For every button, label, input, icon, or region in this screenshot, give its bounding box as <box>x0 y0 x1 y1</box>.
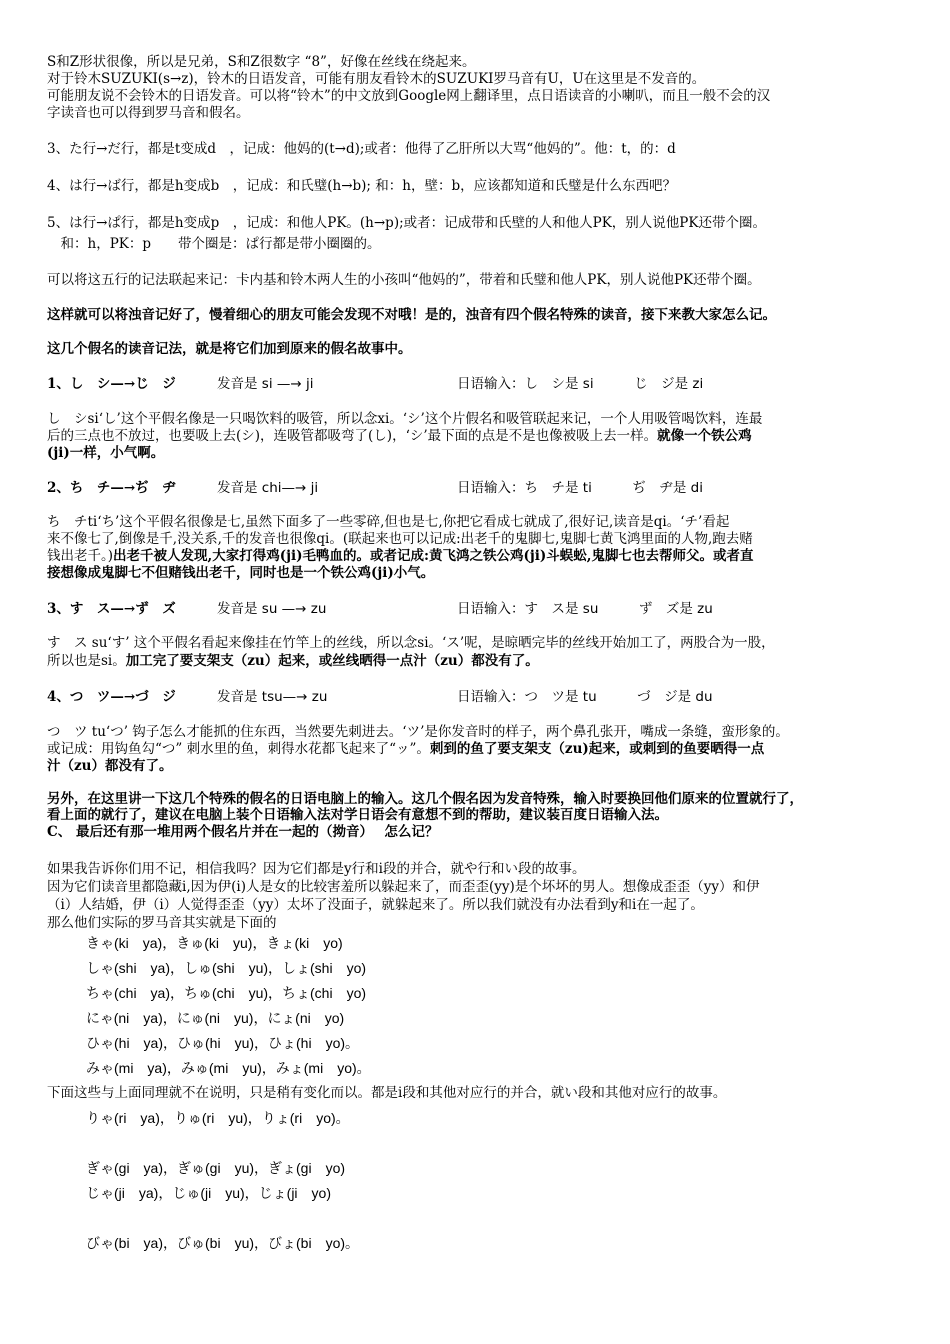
item-1-kana: 1、し シ—→じ ジ <box>47 376 176 392</box>
item-2-line-1: ち チti‘ち’这个平假名很像是七,虽然下面多了一些零碎,但也是七,你把它看成七就成了,很好记,读音是qi。‘チ’看起 <box>47 514 730 530</box>
item-3-line-1: す ス su‘す’ 这个平假名看起来像挂在竹竿上的丝线，所以念si。‘ス’呢，是晾晒完毕的丝线开始加工了，两股合为一股， <box>47 635 775 651</box>
youon-intro-4: 那么他们实际的罗马音其实就是下面的 <box>47 915 277 931</box>
item-1-line-3: (ji)一样，小气啊。 <box>47 445 165 461</box>
intro-line-2: 对于铃木SUZUKI(s→z)，铃木的日语发音，可能有朋友看铃木的SUZUKI罗马音有U，U在这里是不发音的。 <box>47 71 706 87</box>
intro-line-4: 字读音也可以得到罗马音和假名。 <box>47 105 250 121</box>
rule-ha-pa: 5、は行→ぱ行，都是h变成p ，记成：和他人PK。(h→p);或者：记成带和氏壁的人和他人PK，别人说他PK还带个圈。 <box>47 215 766 231</box>
intro-line-3: 可能朋友说不会铃木的日语发音。可以将“铃木”的中文放到Google网上翻译里，点日语读音的小喇叭，而且一般不会的汉 <box>47 88 771 104</box>
item-2-line-2: 来不像七了,倒像是千,没关系,千的发音也很像qi。(联起来也可以记成:出老千的鬼脚七,鬼脚七黄飞鸿里面的人物,跑去赌 <box>47 531 753 547</box>
item-4-input: 日语输入：つ ツ是 tu づ ジ是 du <box>457 689 713 705</box>
item-4-line-1: つ ツ tu‘つ’ 钩子怎么才能抓的住东西，当然要先刺进去。‘ツ’是你发音时的样子，两个鼻孔张开，嘴成一条缝，蛮形象的。 <box>47 724 789 740</box>
item-1-header <box>47 376 915 392</box>
youon-intro-3: （i）人结婚，伊（i）人觉得歪歪（yy）太坏了没面子，就躲起来了。所以我们就没有办法看到y和i在一起了。 <box>47 897 704 913</box>
youon-row-ki: きゃ(ki ya)，きゅ(ki yu)，きょ(ki yo) <box>86 935 343 951</box>
item-2-line-4: 接想像成鬼脚七不但赌钱出老千，同时也是一个铁公鸡(ji)小气。 <box>47 565 435 581</box>
youon-row-bi: びゃ(bi ya)，びゅ(bi yu)，びょ(bi yo)。 <box>86 1235 360 1251</box>
youon-row-ni: にゃ(ni ya)，にゅ(ni yu)，にょ(ni yo) <box>86 1010 345 1026</box>
bold-intro-2: 这几个假名的读音记法，就是将它们加到原来的假名故事中。 <box>47 341 412 357</box>
intro-line-1: S和Z形状很像，所以是兄弟，S和Z很数字 “8”，好像在丝线在绕起来。 <box>47 54 476 70</box>
item-1-sound: 发音是 si —→ ji <box>217 376 314 392</box>
youon-row-ri: りゃ(ri ya)，りゅ(ri yu)，りょ(ri yo)。 <box>86 1110 350 1126</box>
rule-ta-da: 3、た行→だ行，都是t变成d ，记成：他妈的(t→d);或者：他得了乙肝所以大骂“他妈的”。他：t，的：d <box>47 141 676 157</box>
item-3-sound: 发音是 su —→ zu <box>217 601 327 617</box>
item-3-kana: 3、す ス—→ず ズ <box>47 601 176 617</box>
item-1-input: 日语输入：し シ是 si じ ジ是 zi <box>457 376 704 392</box>
item-2-input: 日语输入：ち チ是 ti ぢ ヂ是 di <box>457 480 703 496</box>
item-2-header <box>47 480 915 496</box>
item-4-sound: 发音是 tsu—→ zu <box>217 689 328 705</box>
youon-intro-2: 因为它们读音里都隐藏i,因为伊(i)人是女的比较害羞所以躲起来了，而歪歪(yy)是个坏坏的男人。想像成歪歪（yy）和伊 <box>47 879 760 895</box>
item-2-kana: 2、ち チ—→ぢ ヂ <box>47 480 176 496</box>
youon-note: 下面这些与上面同理就不在说明，只是稍有变化而以。都是i段和其他对应行的并合，就い段和其他对应行的故事。 <box>47 1085 727 1101</box>
item-4-kana: 4、つ ツ—→づ ジ <box>47 689 176 705</box>
item-2-line-3: 钱出老千。)出老千被人发现,大家打得鸡(ji)毛鸭血的。或者记成:黄飞鸿之铁公鸡(ji)斗蜈蚣,鬼脚七也去帮师父。或者直 <box>47 548 754 564</box>
item-4-line-2: 或记成：用钩鱼勾“つ” 刺水里的鱼，刺得水花都飞起来了“ッ”。刺到的鱼了要支架支（zu)起来，或刺到的鱼要晒得一点 <box>47 741 765 757</box>
youon-row-ji: じゃ(ji ya)，じゅ(ji yu)，じょ(ji yo) <box>86 1185 331 1201</box>
ime-note-1: 另外，在这里讲一下这几个特殊的假名的日语电脑上的输入。这几个假名因为发音特殊，输入时要换回他们原来的位置就行了， <box>47 791 803 807</box>
item-1-line-1: し シsi‘し’这个平假名像是一只喝饮料的吸管，所以念xi。‘シ’这个片假名和吸管联起来记，一个人用吸管喝饮料，连最 <box>47 411 763 427</box>
youon-row-hi: ひゃ(hi ya)，ひゅ(hi yu)，ひょ(hi yo)。 <box>86 1035 360 1051</box>
bold-intro-1: 这样就可以将浊音记好了，慢着细心的朋友可能会发现不对哦！是的，浊音有四个假名特殊的读音，接下来教大家怎么记。 <box>47 307 776 323</box>
item-1-line-2: 后的三点也不放过，也要吸上去(シ)，连吸管都吸弯了(し)，‘シ’最下面的点是不是也像被吸上去一样。就像一个铁公鸡 <box>47 428 752 444</box>
item-4-line-3: 汁（zu）都没有了。 <box>47 758 173 774</box>
youon-intro-1: 如果我告诉你们用不记，相信我吗？因为它们都是y行和i段的并合，就や行和い段的故事。 <box>47 861 586 877</box>
summary-line: 可以将这五行的记法联起来记：卡内基和铃木两人生的小孩叫“他妈的”，带着和氏璧和他人PK，别人说他PK还带个圈。 <box>47 272 761 288</box>
item-3-line-2: 所以也是si。加工完了要支架支（zu）起来，或丝线晒得一点汁（zu）都没有了。 <box>47 653 539 669</box>
rule-ha-pa-note: 和：h，PK：p 带个圈是：ぱ行都是带小圈圈的。 <box>47 236 381 252</box>
item-2-sound: 发音是 chi—→ ji <box>217 480 319 496</box>
ime-note-2: 看上面的就行了，建议在电脑上装个日语输入法对学日语会有意想不到的帮助，建议装百度日语输入法。 <box>47 807 668 823</box>
youon-row-shi: しゃ(shi ya)，しゅ(shi yu)，しょ(shi yo) <box>86 960 367 976</box>
section-c-heading: C、 最后还有那一堆用两个假名片并在一起的（拗音） 怎么记？ <box>47 824 439 840</box>
item-4-header <box>47 689 915 705</box>
rule-ha-ba: 4、は行→ば行，都是h变成b ，记成：和氏璧(h→b); 和：h，壁：b，应该都知道和氏璧是什么东西吧？ <box>47 178 677 194</box>
youon-row-chi: ちゃ(chi ya)，ちゅ(chi yu)，ちょ(chi yo) <box>86 985 367 1001</box>
youon-row-gi: ぎゃ(gi ya)，ぎゅ(gi yu)，ぎょ(gi yo) <box>86 1160 346 1176</box>
youon-row-mi: みゃ(mi ya)，みゅ(mi yu)，みょ(mi yo)。 <box>86 1060 371 1076</box>
item-3-input: 日语输入：す ス是 su ず ズ是 zu <box>457 601 713 617</box>
item-3-header <box>47 601 915 617</box>
